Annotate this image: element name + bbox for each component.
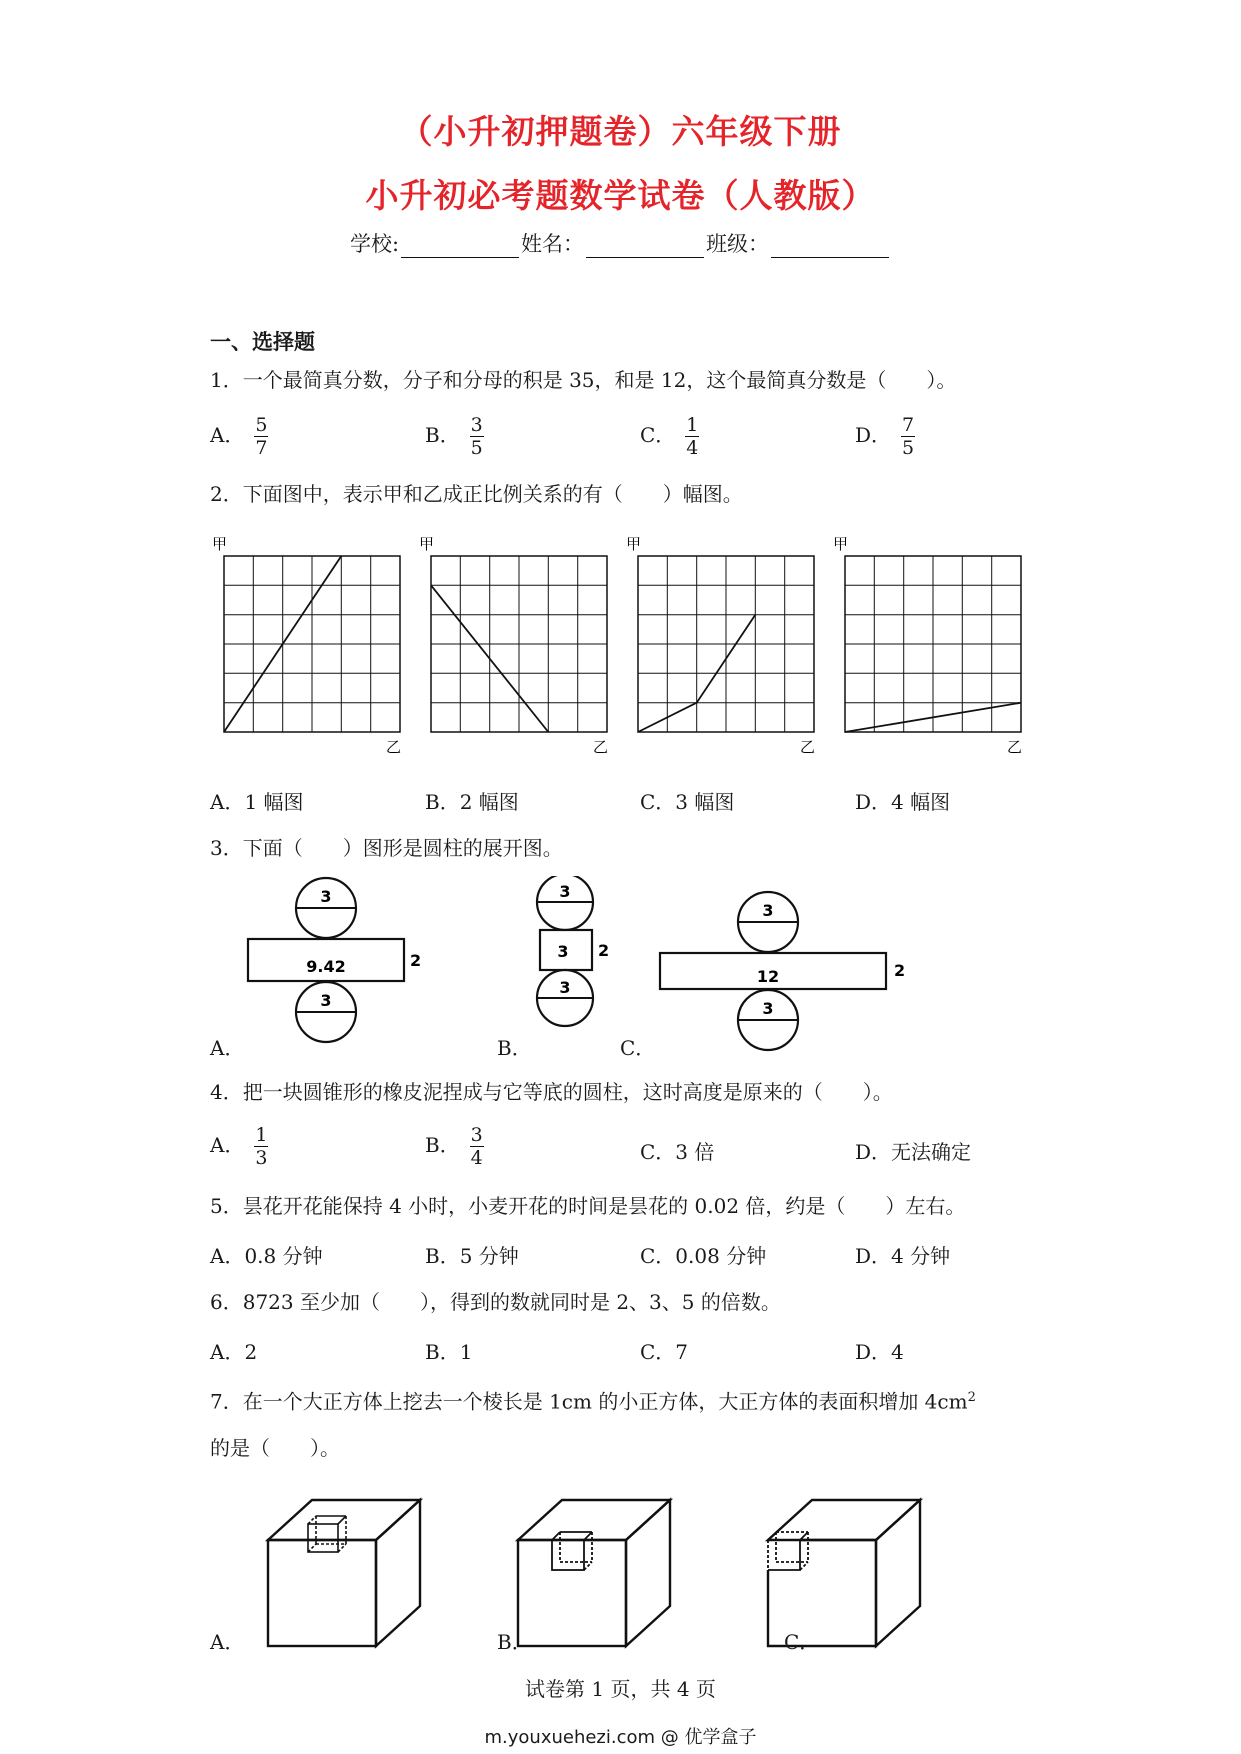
q4-option-d[interactable]: D．无法确定: [855, 1140, 972, 1164]
q7-cube-b: [518, 1500, 670, 1646]
question-2-text: 2．下面图中，表示甲和乙成正比例关系的有（ ）幅图。: [210, 482, 743, 506]
q2-option-d[interactable]: D．4 幅图: [855, 790, 951, 814]
school-blank[interactable]: [401, 235, 519, 258]
q1-a-fraction: [254, 414, 268, 459]
q3-figure-c: [660, 892, 905, 1050]
q1-c-label: C．: [640, 423, 676, 447]
q4-option-c[interactable]: C．3 倍: [640, 1140, 715, 1164]
q2-graph-3: [626, 535, 815, 756]
q3-figures: [240, 876, 940, 1056]
q1-d-num: 7: [902, 414, 915, 436]
q3-figure-b: [537, 876, 609, 1026]
title-line-1: （小升初押题卷）六年级下册: [399, 112, 842, 151]
q4-b-den: 4: [470, 1147, 483, 1169]
q3-c-height-label: 2: [894, 961, 906, 980]
q3-c-top-label: 3: [762, 901, 774, 920]
class-blank[interactable]: [771, 235, 889, 258]
q2-g3-y-label: 甲: [626, 535, 642, 553]
q3-a-top-label: 3: [320, 887, 332, 906]
q6-option-a[interactable]: A．2: [210, 1340, 258, 1364]
source-watermark: m.youxuehezi.com @ 优学盒子: [484, 1727, 757, 1748]
q4-b-label: B．: [425, 1133, 460, 1157]
q3-option-a[interactable]: A．: [210, 1036, 245, 1060]
q5-option-a[interactable]: A．0.8 分钟: [210, 1244, 323, 1268]
q3-option-c[interactable]: C．: [620, 1036, 656, 1060]
q7-line-1: 7．在一个大正方体上挖去一个棱长是 1cm 的小正方体，大正方体的表面积增加 4cm: [210, 1389, 968, 1414]
q2-graph-4: [833, 535, 1022, 756]
q4-a-num: 1: [255, 1124, 268, 1146]
q7-option-b[interactable]: B．: [497, 1630, 532, 1654]
question-7-text-line-1: [210, 1384, 976, 1416]
q6-option-c[interactable]: C．7: [640, 1340, 689, 1364]
q4-b-fraction: [470, 1124, 484, 1169]
q5-option-d[interactable]: D．4 分钟: [855, 1244, 951, 1268]
q1-b-den: 5: [470, 437, 483, 459]
class-label: 班级：: [706, 232, 770, 256]
q2-g2-y-label: 甲: [419, 535, 435, 553]
q1-c-num: 1: [686, 414, 699, 436]
q3-a-bottom-label: 3: [320, 991, 332, 1010]
q5-option-b[interactable]: B．5 分钟: [425, 1244, 519, 1268]
q2-g1-y-label: 甲: [212, 535, 228, 553]
q3-c-bottom-label: 3: [762, 999, 774, 1018]
q2-option-c[interactable]: C．3 幅图: [640, 790, 735, 814]
q2-option-b[interactable]: B．2 幅图: [425, 790, 519, 814]
q1-b-label: B．: [425, 423, 460, 447]
q3-option-b[interactable]: B．: [497, 1036, 532, 1060]
q1-d-fraction: [901, 414, 915, 459]
question-7-text-line-2: 的是（ ）。: [210, 1436, 340, 1460]
q6-option-b[interactable]: B．1: [425, 1340, 473, 1364]
q7-option-a[interactable]: A．: [210, 1630, 245, 1654]
q1-c-den: 4: [686, 437, 699, 459]
q2-g3-x-label: 乙: [800, 738, 816, 756]
q3-b-top-label: 3: [559, 882, 571, 901]
school-label: 学校:: [349, 232, 400, 256]
question-4-text: 4．把一块圆锥形的橡皮泥捏成与它等底的圆柱，这时高度是原来的（ ）。: [210, 1080, 893, 1104]
q2-graph-2: [419, 535, 608, 756]
q4-a-fraction: [254, 1124, 268, 1169]
page-footer: 试卷第 1 页，共 4 页: [525, 1677, 716, 1701]
q2-graphs: [210, 530, 1040, 760]
title-line-2: 小升初必考题数学试卷（人教版）: [365, 176, 876, 215]
q1-c-fraction: [685, 414, 699, 459]
q7-cube-a: [268, 1500, 420, 1646]
q1-d-den: 5: [902, 437, 915, 459]
q1-option-d[interactable]: [855, 414, 915, 459]
q1-option-a[interactable]: [210, 414, 268, 459]
q1-a-num: 5: [255, 414, 268, 436]
question-3-text: 3．下面（ ）图形是圆柱的展开图。: [210, 836, 563, 860]
q2-g2-x-label: 乙: [593, 738, 609, 756]
q2-g1-x-label: 乙: [386, 738, 402, 756]
q2-g4-x-label: 乙: [1007, 738, 1023, 756]
question-5-text: 5．昙花开花能保持 4 小时，小麦开花的时间是昙花的 0.02 倍，约是（ ）左右。: [210, 1194, 966, 1218]
q4-b-num: 3: [470, 1124, 483, 1146]
q1-option-c[interactable]: [640, 414, 699, 459]
name-blank[interactable]: [586, 235, 704, 258]
q2-option-a[interactable]: A．1 幅图: [210, 790, 304, 814]
q1-b-fraction: [470, 414, 484, 459]
q4-a-label: A．: [210, 1133, 245, 1157]
q7-superscript: 2: [967, 1390, 976, 1405]
q3-b-bottom-label: 3: [559, 978, 571, 997]
q3-figure-a: [248, 878, 421, 1042]
section-title: 一、选择题: [210, 330, 315, 354]
q1-d-label: D．: [855, 423, 892, 447]
q3-b-rect-label: 3: [557, 942, 569, 961]
name-label: 姓名：: [521, 232, 585, 256]
q2-g4-y-label: 甲: [833, 535, 849, 553]
q6-option-d[interactable]: D．4: [855, 1340, 904, 1364]
student-info-row: [0, 228, 1241, 258]
q7-cube-c: [768, 1500, 920, 1646]
q3-b-height-label: 2: [598, 941, 610, 960]
q4-option-a[interactable]: [210, 1124, 268, 1169]
q7-cubes: [260, 1490, 980, 1650]
q2-graph-1: [212, 535, 401, 756]
q5-option-c[interactable]: C．0.08 分钟: [640, 1244, 767, 1268]
q1-a-den: 7: [255, 437, 268, 459]
q3-a-rect-label: 9.42: [306, 957, 346, 976]
question-6-text: 6．8723 至少加（ ），得到的数就同时是 2、3、5 的倍数。: [210, 1290, 781, 1314]
q7-option-c[interactable]: C．: [784, 1630, 820, 1654]
q1-b-num: 3: [470, 414, 483, 436]
q3-a-height-label: 2: [410, 951, 422, 970]
question-1-text: 1．一个最简真分数，分子和分母的积是 35，和是 12，这个最简真分数是（ ）。: [210, 368, 957, 392]
q3-c-rect-label: 12: [756, 967, 780, 986]
q1-a-label: A．: [210, 423, 245, 447]
q1-option-b[interactable]: [425, 414, 484, 459]
q4-option-b[interactable]: [425, 1124, 484, 1169]
q4-a-den: 3: [255, 1147, 268, 1169]
